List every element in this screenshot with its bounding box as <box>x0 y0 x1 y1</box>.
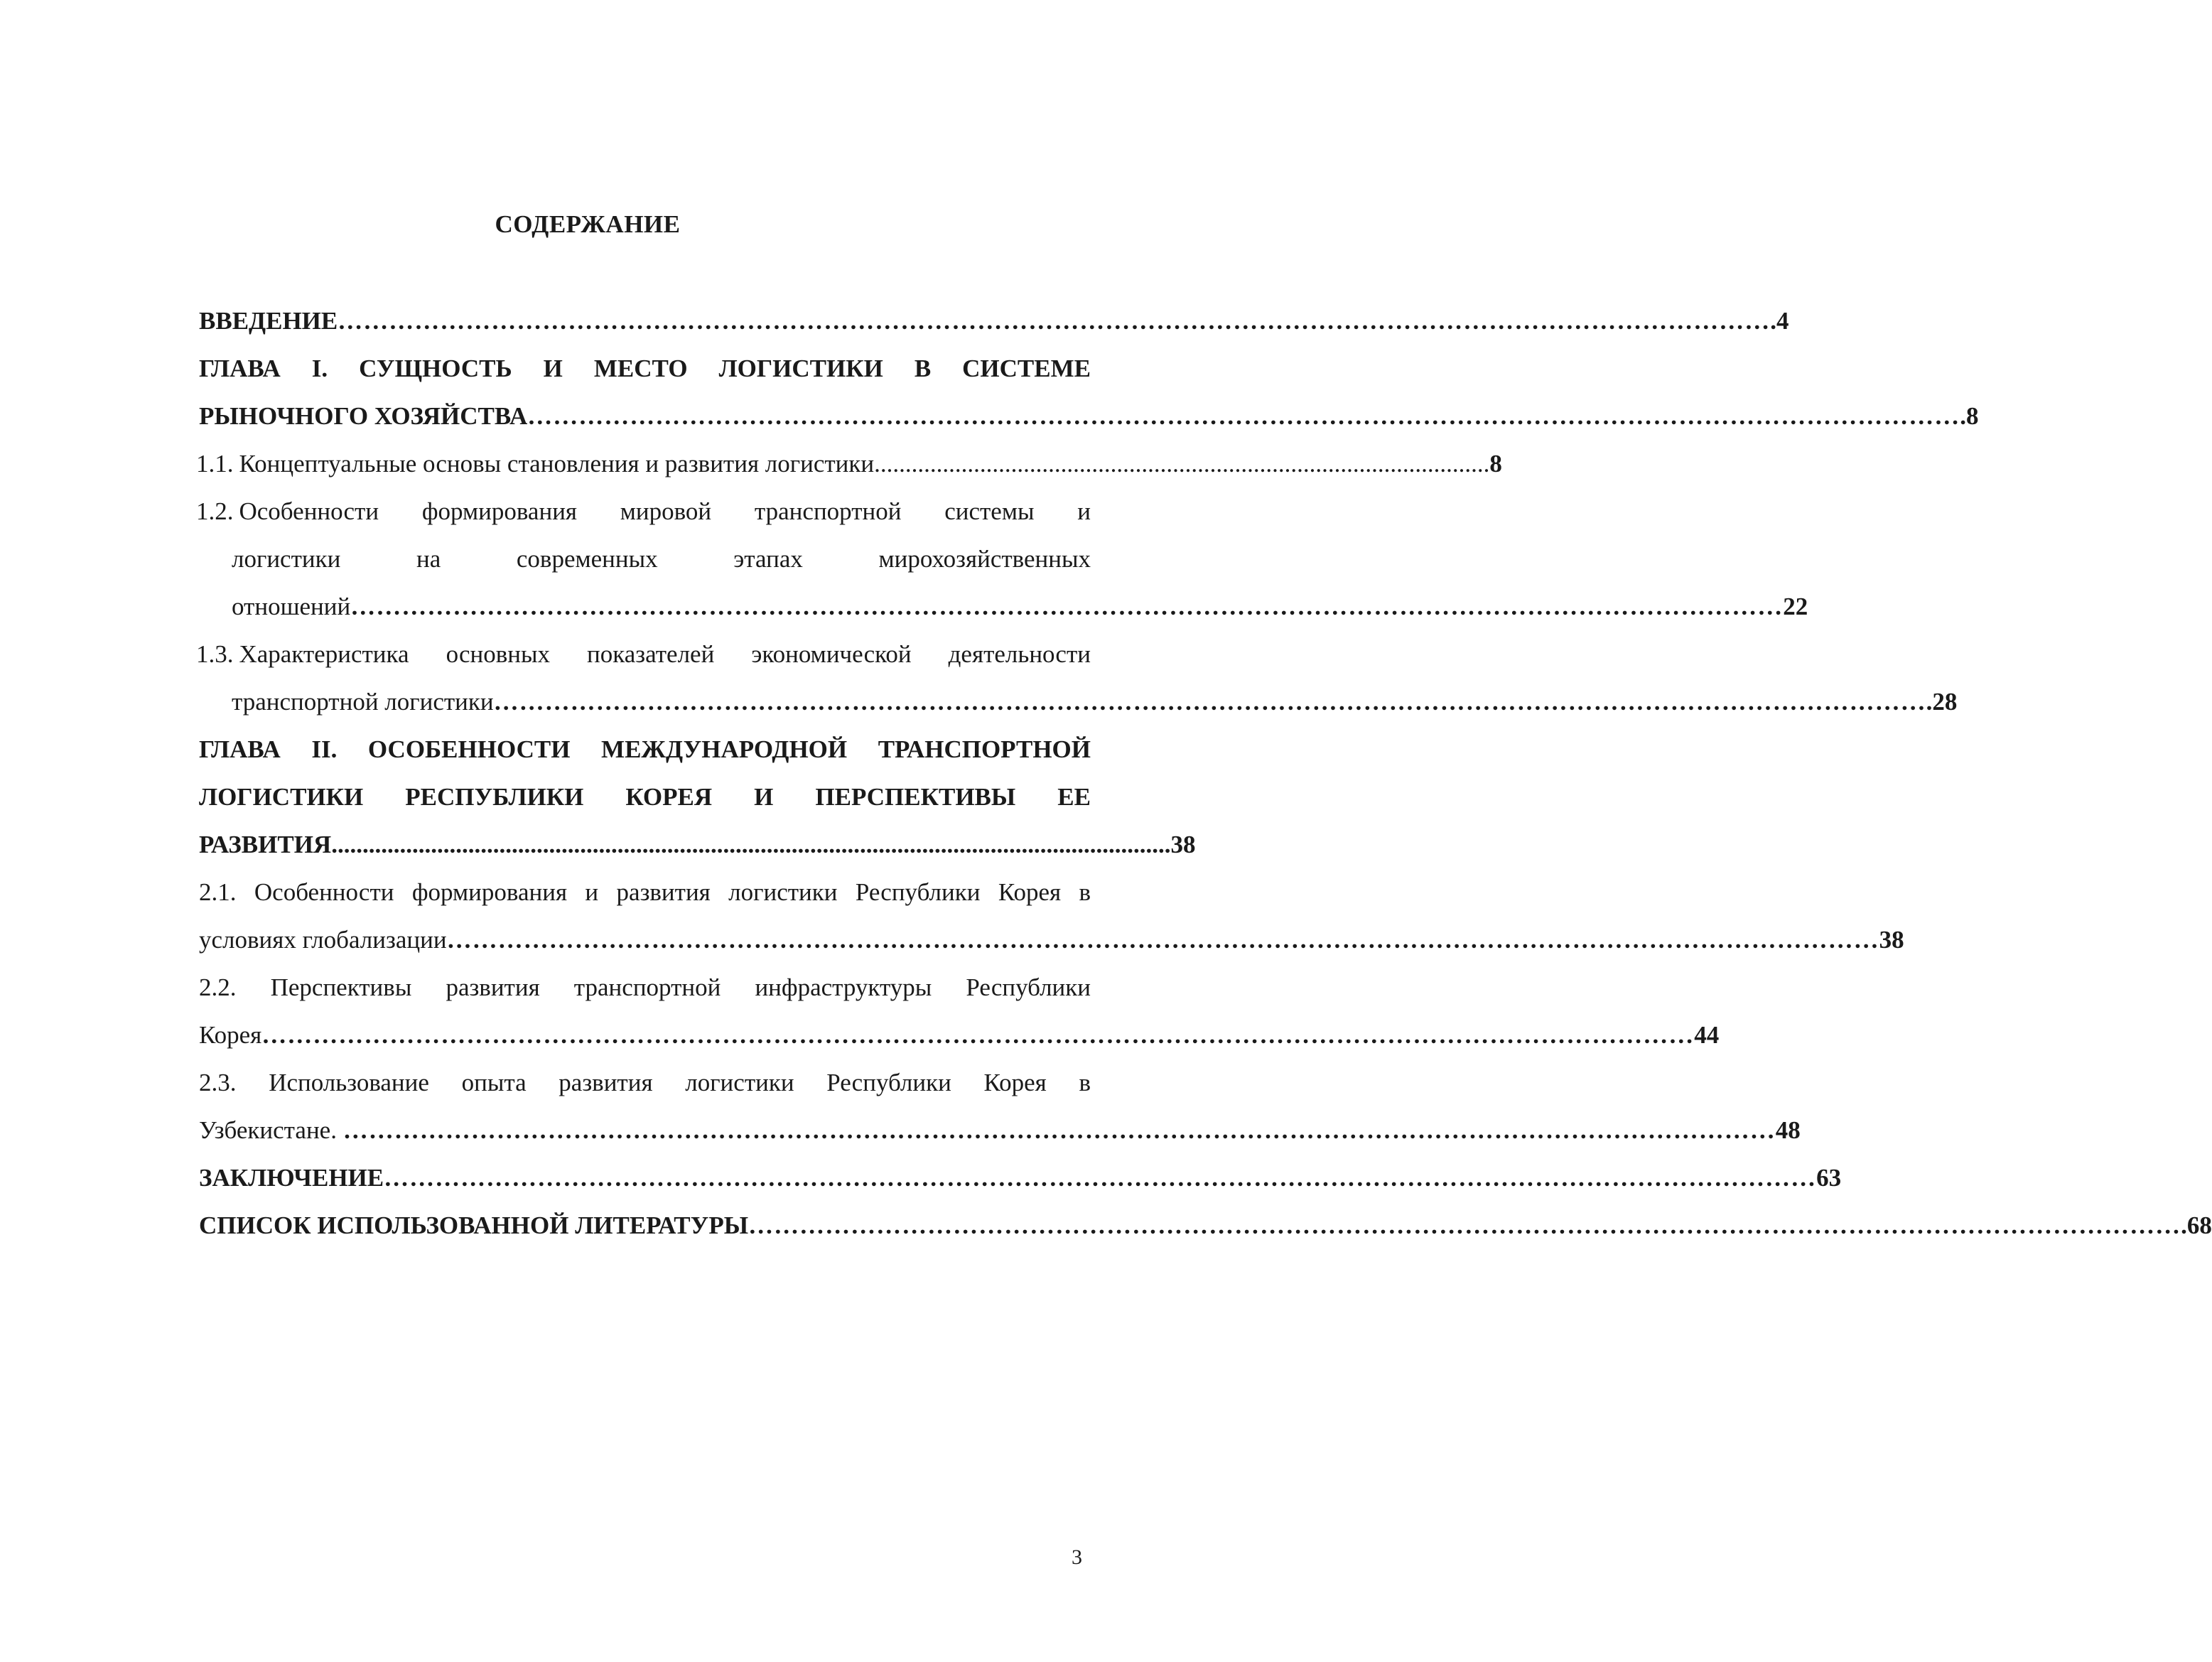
toc-label: ЗАКЛЮЧЕНИЕ <box>199 1164 384 1192</box>
toc-page-number: 63 <box>1816 1164 1842 1192</box>
toc-entry-section-2-3[interactable] <box>199 1059 1801 1154</box>
toc-entry-chapter-2[interactable] <box>199 725 1196 868</box>
dot-leader: …………………………………………………………………………………………………………………………………………………… <box>350 593 1784 620</box>
toc-page-number: .8 <box>1960 402 1979 430</box>
toc-page-number: .68 <box>2181 1212 2212 1239</box>
toc-label-line: 2.3. Использование опыта развития логистики Республики Корея в <box>199 1069 1091 1096</box>
toc-entry-section-1-1[interactable] <box>196 440 1502 487</box>
toc-entry-chapter-1[interactable] <box>199 345 1979 440</box>
toc-entry-section-1-3[interactable] <box>196 630 1958 725</box>
toc-entry-section-1-2[interactable] <box>196 487 1808 630</box>
dot-leader: ....................................................................................................................................... <box>331 831 1171 858</box>
toc-section-number: 1.3. <box>196 640 234 668</box>
dot-leader: …………………………………………………………………………………………………………………………………………………… <box>748 1212 2181 1239</box>
toc-label-line: 2.2. Перспективы развития транспортной инфраструктуры Республики <box>199 973 1091 1001</box>
dot-leader: …………………………………………………………………………………………………………………………………………………… <box>527 402 1960 430</box>
toc-page-number: .4 <box>1770 307 1789 335</box>
toc-label-line: 2.1. Особенности формирования и развития логистики Республики Корея в <box>199 878 1091 906</box>
table-of-contents <box>196 297 2212 1249</box>
toc-label-line: транспортной логистики <box>232 688 494 716</box>
toc-label-line: Особенности формирования мировой транспортной системы и <box>239 497 1091 525</box>
toc-page-number: 44 <box>1694 1021 1720 1049</box>
toc-label-line: отношений <box>232 593 351 620</box>
dot-leader: …………………………………………………………………………………………………………………………………………………… <box>384 1164 1817 1192</box>
toc-entry-section-2-1[interactable] <box>199 868 1904 964</box>
toc-page-number: 48 <box>1775 1116 1801 1144</box>
toc-label-line: Характеристика основных показателей экономической деятельности <box>239 640 1091 668</box>
toc-label-line: Корея <box>199 1021 262 1049</box>
dot-leader: …………………………………………………………………………………………………………………………………………………… <box>338 307 1771 335</box>
toc-label: Концептуальные основы становления и развития логистики <box>239 450 875 477</box>
toc-label-line: РЫНОЧНОГО ХОЗЯЙСТВА <box>199 402 528 430</box>
toc-label-line: условиях глобализации <box>199 926 447 954</box>
toc-entry-references[interactable] <box>199 1202 2212 1249</box>
toc-label-line: Узбекистане. <box>199 1116 343 1144</box>
dot-leader: …………………………………………………………………………………………………………………………………………………… <box>342 1116 1776 1144</box>
toc-entry-section-2-2[interactable] <box>199 964 1720 1059</box>
toc-label-line: ГЛАВА II. ОСОБЕННОСТИ МЕЖДУНАРОДНОЙ ТРАНСПОРТНОЙ <box>199 735 1091 763</box>
toc-page-number: 38 <box>1170 831 1196 858</box>
toc-page-number: 22 <box>1783 593 1808 620</box>
dot-leader: …………………………………………………………………………………………………………………………………………………… <box>261 1021 1695 1049</box>
toc-entry-conclusion[interactable] <box>199 1154 1842 1202</box>
toc-page-number: 8 <box>1489 450 1502 477</box>
toc-entry-introduction[interactable] <box>199 297 1789 345</box>
toc-label-line: РАЗВИТИЯ <box>199 831 332 858</box>
dot-leader: …………………………………………………………………………………………………………………………………………………… <box>446 926 1879 954</box>
toc-page-number: .28 <box>1926 688 1958 716</box>
toc-label-line: логистики на современных этапах мирохозяйственных <box>232 545 1091 573</box>
dot-leader: ................................................................................................... <box>874 450 1490 477</box>
toc-label-line: ЛОГИСТИКИ РЕСПУБЛИКИ КОРЕЯ И ПЕРСПЕКТИВЫ ЕЕ <box>199 783 1091 811</box>
toc-section-number: 1.2. <box>196 497 234 525</box>
page-title: СОДЕРЖАНИЕ <box>495 210 681 238</box>
toc-label-line: ГЛАВА I. СУЩНОСТЬ И МЕСТО ЛОГИСТИКИ В СИСТЕМЕ <box>199 355 1091 382</box>
toc-label: СПИСОК ИСПОЛЬЗОВАННОЙ ЛИТЕРАТУРЫ <box>199 1212 749 1239</box>
toc-section-number: 1.1. <box>196 450 234 477</box>
toc-page-number: 38 <box>1879 926 1904 954</box>
page-number: 3 <box>1072 1545 1082 1569</box>
toc-label: ВВЕДЕНИЕ <box>199 307 338 335</box>
dot-leader: …………………………………………………………………………………………………………………………………………………… <box>493 688 1926 716</box>
